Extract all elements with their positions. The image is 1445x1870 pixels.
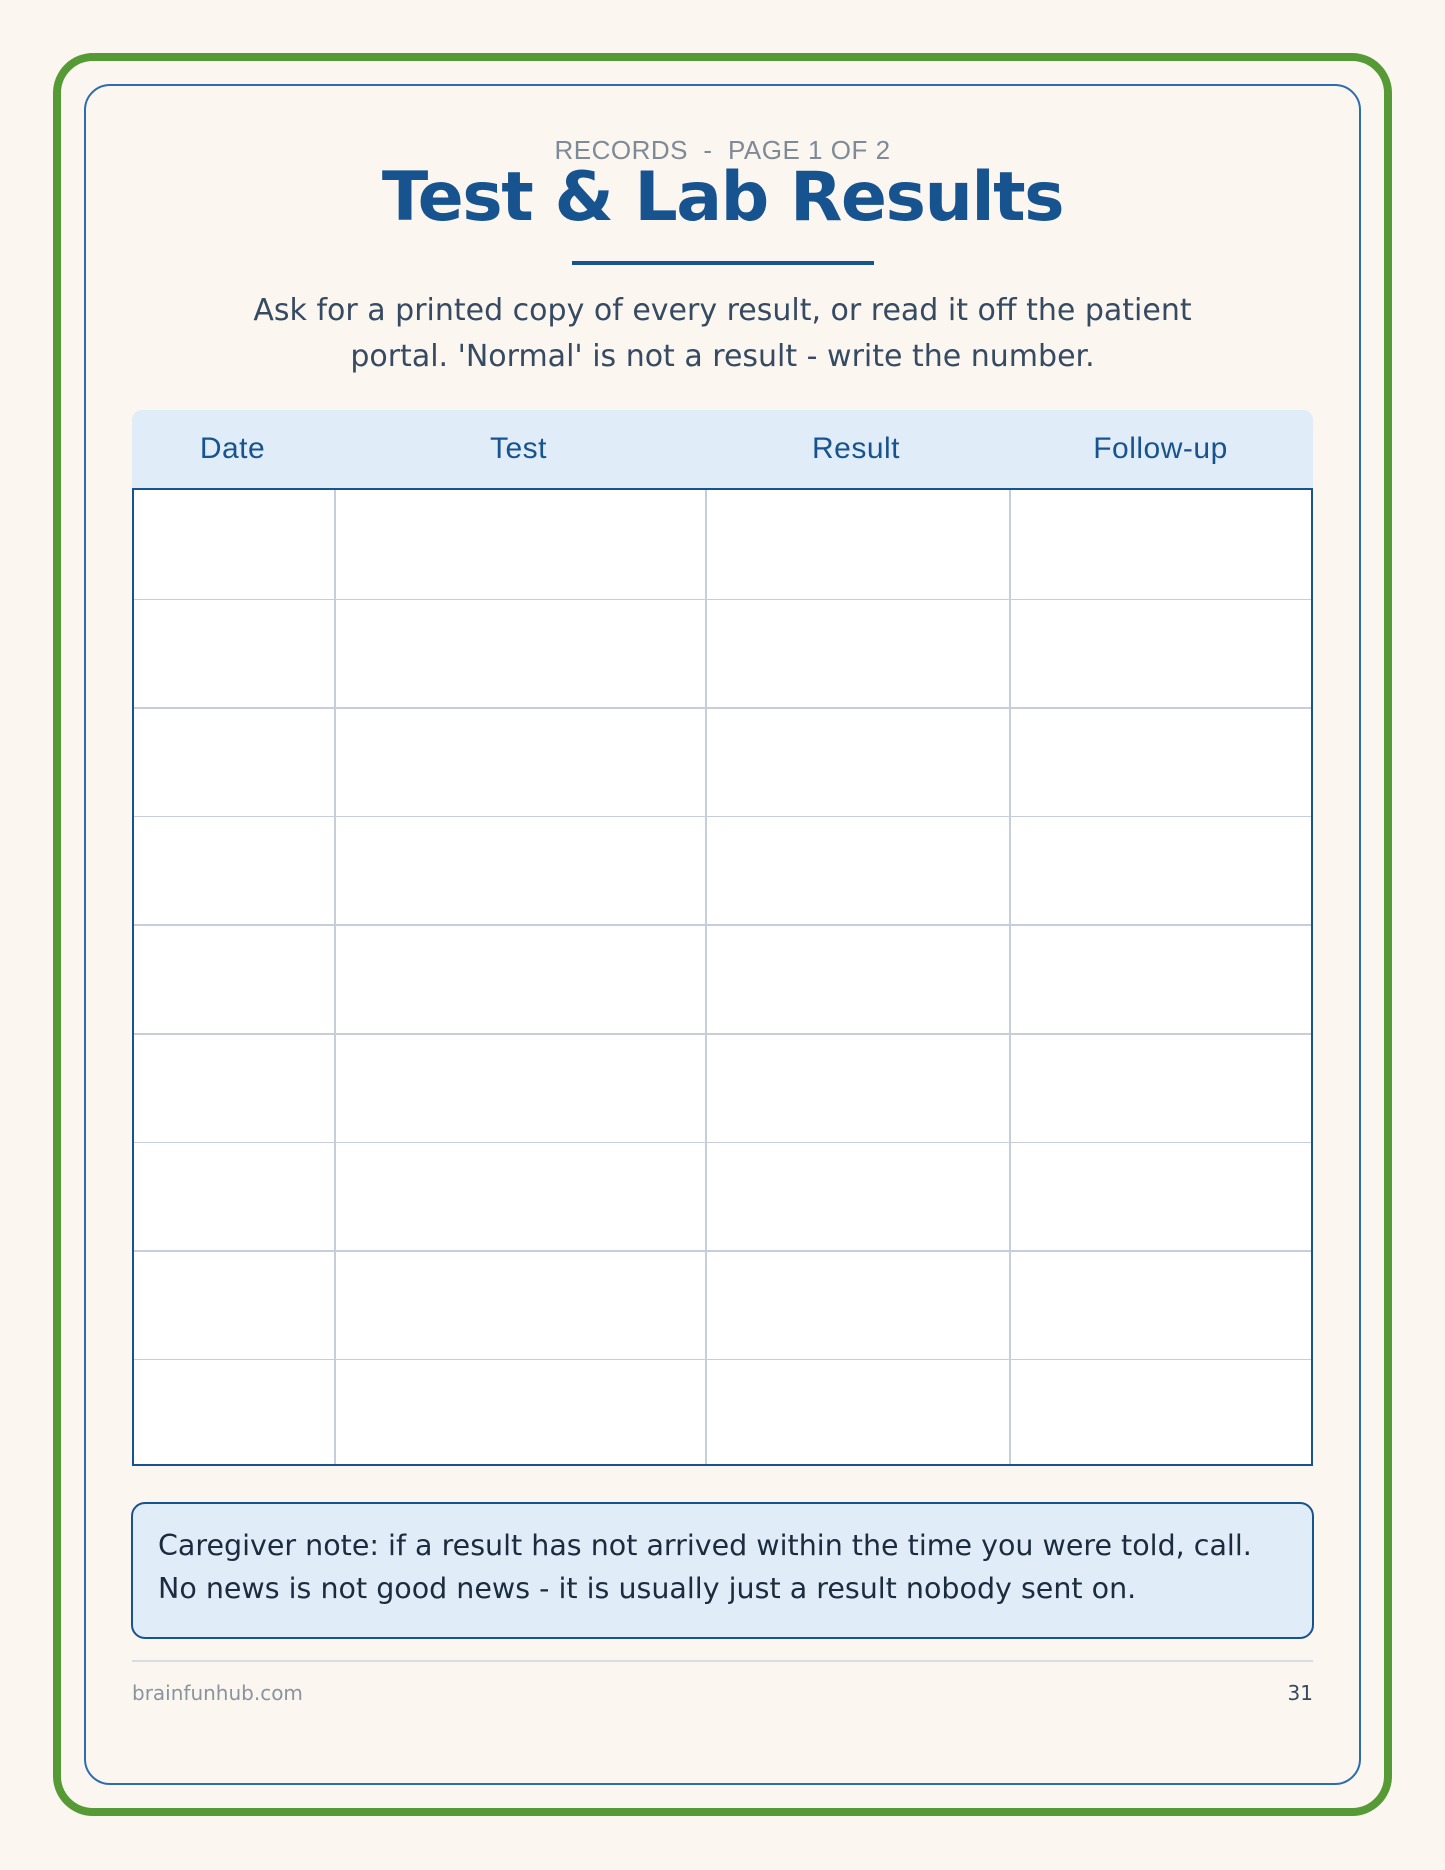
- table-cell: [335, 1250, 706, 1359]
- table-cell: [706, 1250, 1010, 1359]
- page-number: 31: [1287, 1681, 1313, 1705]
- table-cell: [335, 490, 706, 599]
- table-cell: [706, 1142, 1010, 1251]
- table-header: [132, 410, 1313, 489]
- column-header-follow-up: Follow-up: [1093, 432, 1228, 465]
- page-title: Test & Lab Results: [381, 158, 1064, 237]
- table-cell: [335, 1142, 706, 1251]
- table-cell: [134, 924, 335, 1033]
- table-cell: [134, 816, 335, 925]
- table-cell: [134, 599, 335, 708]
- table-cell: [1010, 599, 1310, 708]
- table-cell: [706, 490, 1010, 599]
- table-cell: [1010, 816, 1310, 925]
- table-cell: [134, 1142, 335, 1251]
- table-cell: [706, 599, 1010, 708]
- table-cell: [1010, 1033, 1310, 1142]
- table-cell: [1010, 924, 1310, 1033]
- table-cell: [706, 707, 1010, 816]
- table-cell: [335, 1359, 706, 1468]
- table-cell: [706, 816, 1010, 925]
- table-cell: [706, 1033, 1010, 1142]
- table-cell: [1010, 1142, 1310, 1251]
- column-header-result: Result: [811, 432, 901, 465]
- table-cell: [1010, 1359, 1310, 1468]
- caregiver-note: [131, 1502, 1314, 1639]
- table-cell: [134, 1033, 335, 1142]
- table-cell: [335, 924, 706, 1033]
- footer-divider: [132, 1660, 1313, 1662]
- results-table: [132, 488, 1313, 1466]
- table-cell: [335, 1033, 706, 1142]
- intro-line-2: portal. 'Normal' is not a result - write the number.: [350, 339, 1095, 374]
- note-line-1: Caregiver note: if a result has not arrived within the time you were told, call.: [158, 1529, 1252, 1562]
- footer-site: brainfunhub.com: [132, 1681, 303, 1705]
- intro-line-1: Ask for a printed copy of every result, or read it off the patient: [253, 293, 1192, 328]
- table-cell: [1010, 707, 1310, 816]
- table-cell: [134, 707, 335, 816]
- table-cell: [335, 816, 706, 925]
- table-cell: [335, 707, 706, 816]
- section-eyebrow: RECORDS - PAGE 1 OF 2: [554, 135, 891, 165]
- table-cell: [706, 924, 1010, 1033]
- table-cell: [1010, 490, 1310, 599]
- table-cell: [134, 1359, 335, 1468]
- table-cell: [134, 490, 335, 599]
- title-underline: [572, 261, 874, 265]
- table-cell: [335, 599, 706, 708]
- note-line-2: No news is not good news - it is usually just a result nobody sent on.: [158, 1572, 1137, 1605]
- table-cell: [134, 1250, 335, 1359]
- column-header-test: Test: [489, 432, 548, 465]
- table-cell: [1010, 1250, 1310, 1359]
- column-header-date: Date: [199, 432, 266, 465]
- intro-text: [190, 288, 1255, 380]
- table-cell: [706, 1359, 1010, 1468]
